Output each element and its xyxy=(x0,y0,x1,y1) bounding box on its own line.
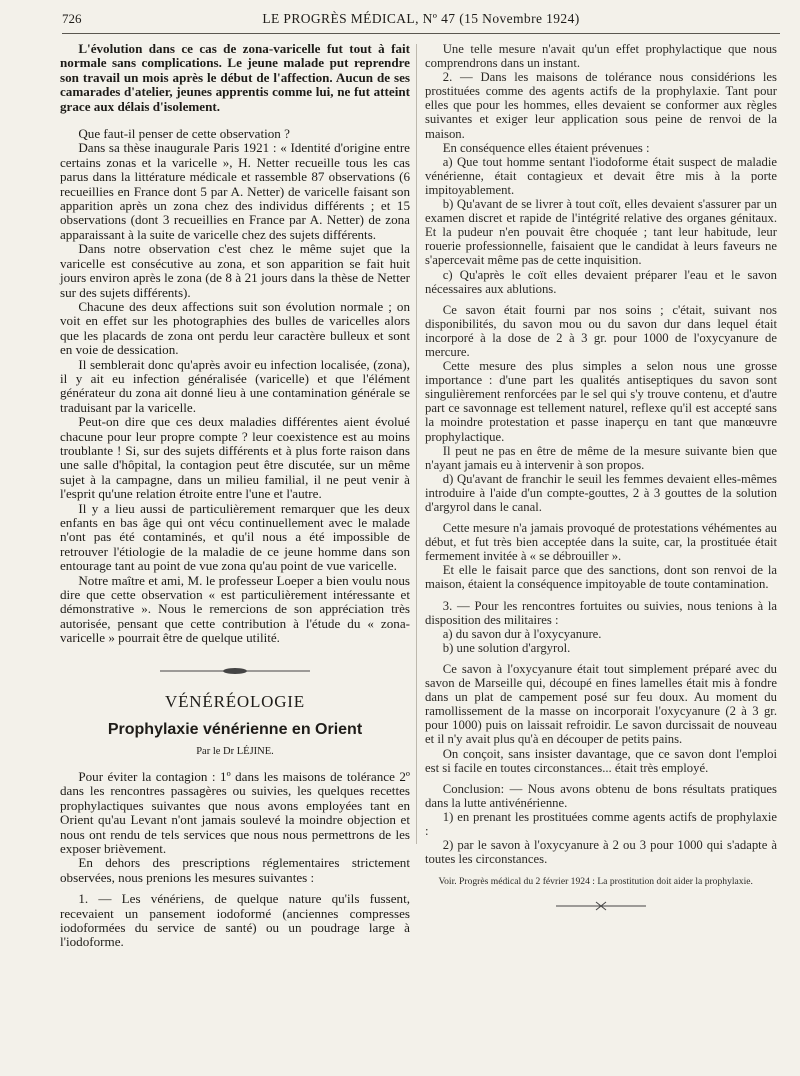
paragraph: d) Qu'avant de franchir le seuil les femmes devaient elles-mêmes introduire à l'aide d'un compte-gouttes, 2 à 3 gouttes de la solution d'argyrol dans le canal. xyxy=(425,471,777,514)
paragraph: Dans sa thèse inaugurale Paris 1921 : « Identité d'origine entre certains zonas et la varicelle », H. Netter recueille tous les cas parus dans la littérature médicale et rassemble 87 observations (6 recueillies en France dont 5 par A. Netter) de varicelle faisant son apparition après un zona chez des individus différents ; et 15 observations (dont 3 recueillies en France par A. Netter) de zona apparaissant à la suite de varicelle chez des sujets différents. xyxy=(60,140,410,242)
paragraph: Ce savon était fourni par nos soins ; c'était, suivant nos disponibilités, du savon mou ou du savon dur dans lequel était incorporé à la dose de 2 à 3 gr. pour 1000 de l'oxycyanure de mercure. xyxy=(425,302,777,359)
article-title: Prophylaxie vénérienne en Orient xyxy=(107,721,363,739)
ornament-end xyxy=(556,901,646,911)
paragraph: En dehors des prescriptions réglementaires strictement observées, nous prenions les mesures suivantes : xyxy=(60,855,410,885)
paragraph: On conçoit, sans insister davantage, que ce savon dont l'emploi est si facile en toutes circonstances... était très employé. xyxy=(425,746,777,775)
paragraph: 1) en prenant les prostituées comme agents actifs de prophylaxie : xyxy=(425,809,777,838)
paragraph: Chacune des deux affections suit son évolution normale ; on voit en effet sur les photographies des bulles de varicelles alors que les placards de zona ont perdu leur caractère bulleux et sont en voie de dessication. xyxy=(60,298,410,358)
footnote: Voir. Progrès médical du 2 février 1924 : La prostitution doit aider la prophylaxie. xyxy=(438,876,753,888)
paragraph: Pour éviter la contagion : 1º dans les maisons de tolérance 2º dans les rencontres passagères ou suivies, les quelques recettes prophylactiques suivantes que nous avons employées tant en Orient qu'au Levant n'ont jamais soulevé la moindre objection et nous ont rendu de tels services que nous nous permettrons de les exposer brièvement. xyxy=(60,768,410,856)
left-column xyxy=(60,42,410,950)
paragraph: c) Qu'après le coït elles devaient préparer l'eau et le savon nécessaires aux ablutions. xyxy=(425,267,777,296)
paragraph: Que faut-il penser de cette observation ? xyxy=(78,126,290,142)
paragraph: Une telle mesure n'avait qu'un effet prophylactique que nous comprendrons dans un instant. xyxy=(425,42,777,71)
paragraph: a) du savon dur à l'oxycyanure. xyxy=(442,626,602,641)
paragraph: Et elle le faisait parce que des sanctions, dont son renvoi de la maison, étaient la conséquence impitoyable de toute contamination. xyxy=(425,563,777,592)
section-title: VÉNÉRÉOLOGIE xyxy=(165,691,305,711)
byline: Par le Dr LÉJINE. xyxy=(196,746,274,758)
paragraph: L'évolution dans ce cas de zona-varicelle fut tout à fait normale sans complications. Le jeune malade put reprendre son travail un mois après le début de l'affection. Aucun de ses camarades d'atelier, jeunes apprentis comme lui, ne fut atteint grace aux délais d'isolement. xyxy=(60,41,410,114)
paragraph: Ce savon à l'oxycyanure était tout simplement préparé avec du savon de Marseille qui, découpé en fines lamelles était mis à fondre dans un plat de campement posé sur feu doux. Au moment du ramollissement de la masse on incorporait l'oxycyanure (2 à 3 gr. pour 1000) puis on laissait refroidir. Le savon durcissait de nouveau et il n'y avait plus qu'à en découper de petits pains. xyxy=(425,661,777,747)
paragraph: Il semblerait donc qu'après avoir eu infection localisée, (zona), il y ait eu infection généralisée (varicelle) et que l'élément générateur du zona ait donné lieu à une contamination générale se traduisant par la varicelle. xyxy=(60,356,410,415)
paragraph: Cette mesure n'a jamais provoqué de protestations véhémentes au début, et fut très bien acceptée dans la suite, car, la prostituée était fermement invitée à « se débrouiller ». xyxy=(425,521,777,564)
right-column xyxy=(425,42,777,911)
column-divider xyxy=(416,44,417,844)
page-number: 726 xyxy=(62,11,82,26)
paragraph: b) une solution d'argyrol. xyxy=(442,640,571,655)
paragraph: 1. — Les vénériens, de quelque nature qu'ils fussent, recevaient un pansement iodoformé (anciennes compresses iodoformées du service de santé) ou un poudrage large à l'iodoforme. xyxy=(60,891,410,950)
paragraph: Notre maître et ami, M. le professeur Loeper a bien voulu nous dire que cette observation « est particulièrement intéressante et démonstrative ». Nous le remercions de son appréciation très autorisée, pensant que cette contribution à l'étude du « zona-varicelle » pourrait être de quelque utilité. xyxy=(60,572,410,646)
page-header xyxy=(62,9,780,29)
paragraph: Il peut ne pas en être de même de la mesure suivante bien que n'ayant jamais eu à intervenir à son propos. xyxy=(425,443,777,472)
paragraph: 3. — Pour les rencontres fortuites ou suivies, nous tenions à la disposition des militaires : xyxy=(425,598,777,627)
paragraph: Peut-on dire que ces deux maladies différentes aient évolué chacune pour leur propre compte ? leur coexistence est au moins troublante ! Si, sur des sujets différents et à plus forte raison dans une salle d'hôpital, la contagion peut être discutée, sur un même sujet à la campagne, dans un milieu familial, il ne peut venir à l'esprit qu'une relation étroite entre l'une et l'autre. xyxy=(60,414,410,502)
paragraph: En conséquence elles étaient prévenues : xyxy=(442,140,650,155)
paragraph: Conclusion: — Nous avons obtenu de bons résultats pratiques dans la lutte antivénérienne. xyxy=(425,781,777,810)
paragraph: a) Que tout homme sentant l'iodoforme était suspect de maladie vénérienne, était contagieux et devait être mis à la porte impitoyablement. xyxy=(425,154,777,197)
ornament-divider xyxy=(160,666,310,676)
paragraph: 2. — Dans les maisons de tolérance nous considérions les prostituées comme des agents actifs de la prophylaxie. Tant pour elles que pour les hommes, elles devaient se conformer aux règles suivantes et exiger leur application sous peine de renvoi de la maison. xyxy=(425,70,777,141)
paragraph: Il y a lieu aussi de particulièrement remarquer que les deux enfants en bas âge qui ont vécu continuellement avec le malade n'ont pas été contaminés, et qu'il nous a été impossible de retrouver l'étiologie de la maladie de ce jeune homme dans son entourage tant au point de vue zona qu'au point de vue varicelle. xyxy=(60,500,410,574)
paragraph: Dans notre observation c'est chez le même sujet que la varicelle est consécutive au zona, et son apparition se fait huit jours environ après le zona (de 8 à 21 jours dans la thèse de Netter sur des sujets différents). xyxy=(60,241,410,300)
paragraph: b) Qu'avant de se livrer à tout coït, elles devaient s'assurer par un examen discret et rapide de l'intégrité relative des organes génitaux. Et la pudeur n'en pouvait être choquée ; tant leur habitude, leur rouerie professionnelle, faisaient que le candidat à leurs faveurs ne s'apercevait même pas de cette inquisition. xyxy=(425,197,777,268)
paragraph: Cette mesure des plus simples a selon nous une grosse importance : d'une part les qualités antiseptiques du savon sont singulièrement renforcées par le sel qui s'y trouve contenu, et d'autre part ce savonnage est tellement naturel, reflexe qu'il est accepté sans la moindre protestation et passe inaperçu en tant que manœuvre prophylactique. xyxy=(425,359,777,444)
header-rule xyxy=(62,33,780,34)
paragraph: 2) par le savon à l'oxycyanure à 2 ou 3 pour 1000 qui s'adapte à toutes les circonstances. xyxy=(425,838,777,867)
running-title: LE PROGRÈS MÉDICAL, Nº 47 (15 Novembre 1924) xyxy=(262,11,580,26)
